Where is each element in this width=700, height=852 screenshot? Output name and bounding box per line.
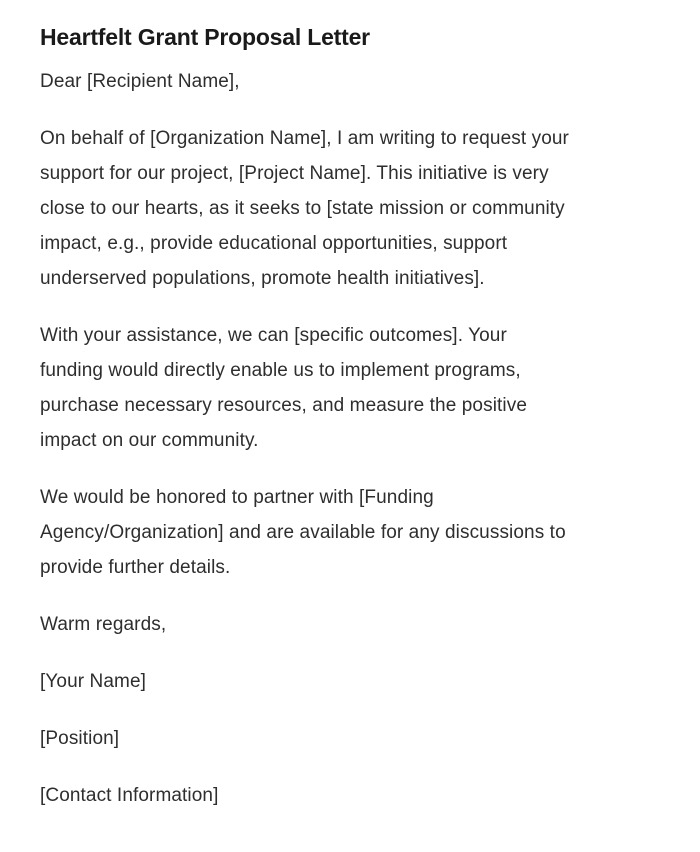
signature-name-placeholder: [Your Name] <box>40 671 147 692</box>
paragraph-line: purchase necessary resources, and measure the positive <box>40 395 527 416</box>
signature-contact-placeholder: [Contact Information] <box>40 785 219 806</box>
paragraph-line: close to our hearts, as it seeks to [state mission or community <box>40 198 565 219</box>
paragraph-line: provide further details. <box>40 557 231 578</box>
salutation: Dear [Recipient Name], <box>40 71 240 92</box>
paragraph-line: support for our project, [Project Name]. This initiative is very <box>40 163 549 184</box>
paragraph-line: On behalf of [Organization Name], I am writing to request your <box>40 128 569 149</box>
signature-name-paragraph <box>40 664 640 699</box>
salutation-paragraph <box>40 64 640 99</box>
document-title: Heartfelt Grant Proposal Letter <box>40 24 370 50</box>
paragraph-partnership <box>40 480 640 585</box>
paragraph-line: We would be honored to partner with [Funding <box>40 487 434 508</box>
paragraph-intro <box>40 121 640 296</box>
paragraph-funding-impact <box>40 318 640 458</box>
paragraph-line: With your assistance, we can [specific outcomes]. Your <box>40 325 507 346</box>
closing-paragraph <box>40 607 640 642</box>
signature-position-placeholder: [Position] <box>40 728 120 749</box>
signature-position-paragraph <box>40 721 640 756</box>
paragraph-line: Agency/Organization] and are available for any discussions to <box>40 522 566 543</box>
paragraph-line: impact, e.g., provide educational opportunities, support <box>40 233 508 254</box>
signature-contact-paragraph <box>40 778 640 813</box>
paragraph-line: underserved populations, promote health initiatives]. <box>40 268 485 289</box>
paragraph-line: impact on our community. <box>40 430 259 451</box>
closing: Warm regards, <box>40 614 167 635</box>
paragraph-line: funding would directly enable us to implement programs, <box>40 360 521 381</box>
